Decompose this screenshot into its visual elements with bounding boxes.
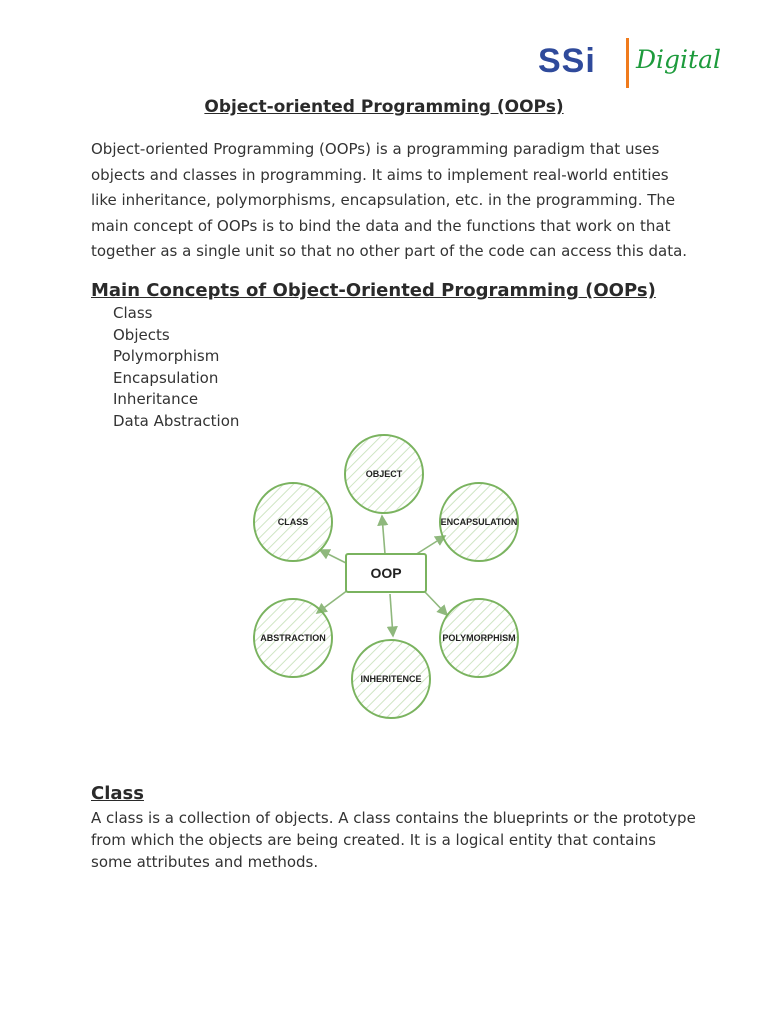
logo-digital-text: Digital [636,45,721,74]
arrow-to-polymorphism [425,592,447,615]
node-label-abstraction: ABSTRACTION [260,633,326,643]
node-label-oop: OOP [370,565,402,581]
concept-item-class: Class [113,304,153,322]
node-object [345,435,423,513]
arrow-to-abstraction [317,590,348,613]
ssi-digital-logo [538,36,738,88]
arrow-to-inheritence [390,594,393,636]
node-class [254,483,332,561]
class-paragraph: A class is a collection of objects. A class contains the blueprints or the prototype from which the objects are being created. It is a logical entity that contains some attributes and methods. [91,809,696,871]
intro-paragraph: Object-oriented Programming (OOPs) is a programming paradigm that uses objects and classes in programming. It aims to implement real-world entities like inheritance, polymorphisms, encapsulation, etc. in the programming. The main concept of OOPs is to bind the data and the functions that work on that together as a single unit so that no other part of the code can access this data. [91,140,688,260]
node-encapsulation [440,483,518,561]
arrow-to-encapsulation [415,536,445,555]
node-label-class: CLASS [277,517,309,527]
node-label-polymorphism: POLYMORPHISM [442,633,516,643]
concepts-list [113,303,239,432]
page-title: Object-oriented Programming (OOPs) [204,97,564,117]
node-polymorphism [440,599,518,677]
arrow-to-object [382,516,385,554]
node-label-encapsulation: ENCAPSULATION [440,517,518,527]
concepts-heading: Main Concepts of Object-Oriented Programming (OOPs) [91,280,656,301]
concept-item-polymorphism: Polymorphism [113,347,220,365]
arrow-to-class [320,550,348,564]
logo-ssi-text: SSi [538,42,596,80]
node-abstraction [254,599,332,677]
oop-concepts-diagram [240,428,530,728]
node-label-object: OBJECT [365,469,403,479]
logo-divider [626,38,629,88]
node-oop-center [346,554,426,592]
concept-item-encapsulation: Encapsulation [113,368,219,387]
concept-item-data-abstraction: Data Abstraction [113,411,240,430]
node-label-inheritence: INHERITENCE [360,674,422,684]
concept-item-inheritance: Inheritance [113,390,199,408]
concept-item-objects: Objects [113,325,170,344]
node-inheritence [352,640,430,718]
class-heading: Class [91,783,144,804]
